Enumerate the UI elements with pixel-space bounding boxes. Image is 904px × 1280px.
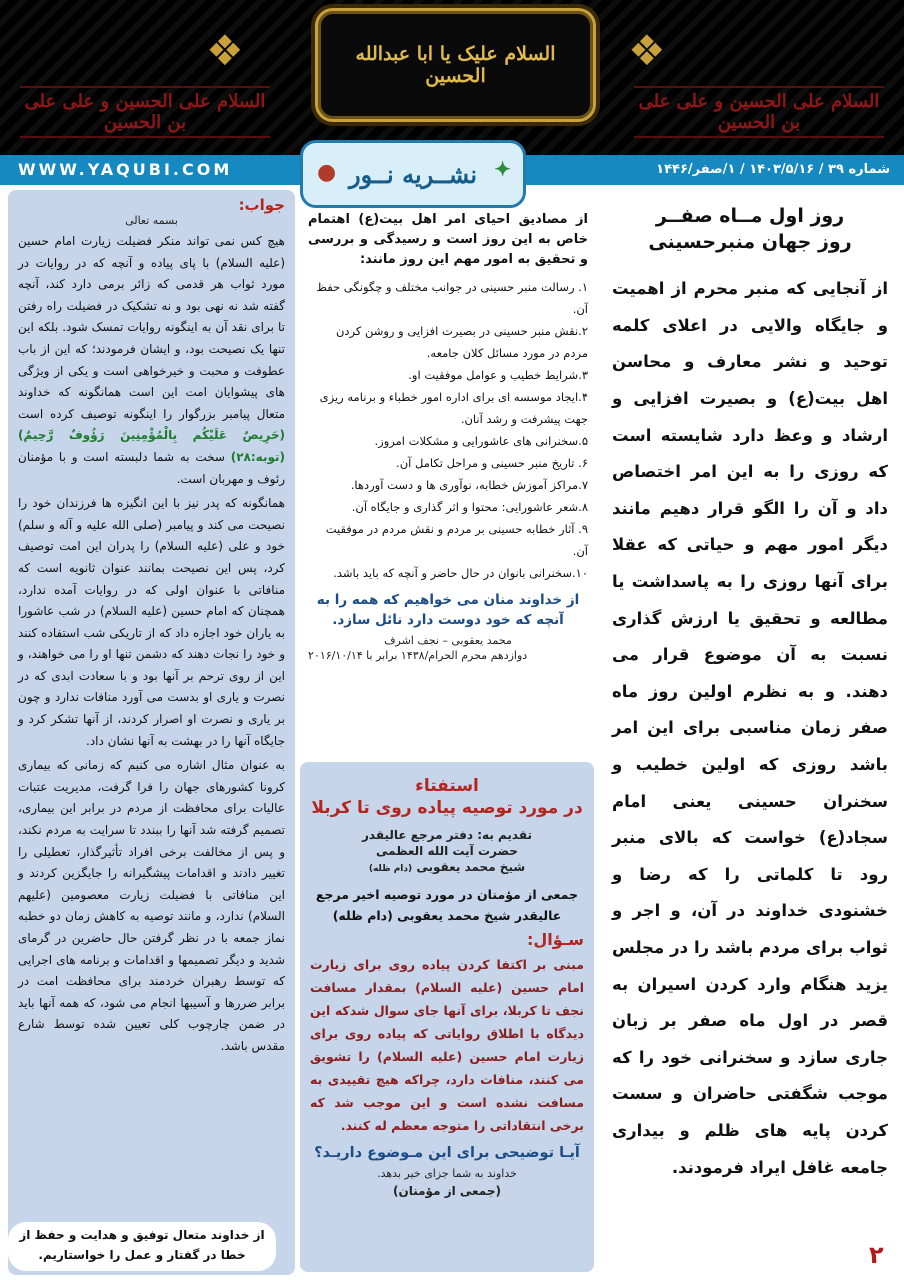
middle-date: دوازدهم محرم الحرام/۱۴۳۸ برابر با ۲۰۱۶/۱۰/۱۴ xyxy=(308,649,528,662)
right-body-text: از آنجایی که منبر محرم از اهمیت و جایگاه والایی در اعلای کلمه توحید و نشر معارف و محاسن اهل بیت(ع) و بصیرت افزایی و ارشاد و وعظ دارد شایسته است که روزی را به این امر اختصاص داد و آن را الگو قرار دهیم مانند دیگر امور مهم و حیاتی که عقلا برای آنها روزی را به پاسداشت یا مطالعه و تحقیق یا ارزش گذاری نسبت به آن موضوع قرار می دهند. و به نظرم اولین روز ماه صفر زمان مناسبی برای این امر باشد روزی که اولین خطیب و سخنران حسینی یعنی امام سجاد(ع) خواست که بالای منبر رود تا کلماتی را که رضا و خشنودی خداوند در آن، و اجر و ثواب برای مردم باشد را در مجلس یزید هنگام وارد کردن اسیران به قصر در اول ماه صفر بر زبان جاری سازد و سخنرانی خود را که موجب شگفتی حاضران و سست کردن پایه های ظلم و بیداری جامعه غافل ایراد فرمودند. xyxy=(612,279,888,1177)
list-item: ۴.ایجاد موسسه ای برای اداره امور خطباء و برنامه ریزی جهت پیشرفت و رشد آنان. xyxy=(319,390,588,426)
header-banner xyxy=(0,0,904,155)
right-ornament-icon: ❖ xyxy=(628,26,666,75)
answer-column xyxy=(8,190,295,1275)
address-line xyxy=(310,860,584,874)
list-item: ۵.سخنرانی های عاشورایی و مشکلات امروز. xyxy=(374,434,588,448)
center-calligraphy-plaque xyxy=(315,8,596,122)
bird-icon: ✦ xyxy=(494,157,511,181)
topics-list xyxy=(308,276,588,584)
closing-text: خداوند به شما جزای خیر بدهد. xyxy=(377,1167,517,1180)
answer-label: جواب: xyxy=(238,196,285,214)
quran-verse: (حَرِیصٌ عَلَیْکُم بِالْمُؤْمِنِینَ رَؤُوفٌ رَّحِیمٌ) (توبه:۲۸) xyxy=(18,428,285,464)
site-url[interactable]: WWW.YAQUBI.COM xyxy=(18,160,233,179)
petitioners-signature: (جمعی از مؤمنان) xyxy=(393,1184,501,1198)
middle-intro: از مصادیق احیای امر اهل بیت(ع) اهتمام خاص به این روز است و رسیدگی و بررسی و تحقیق به امور مهم این روز مانند: xyxy=(308,212,588,267)
list-item: ۳.شرایط خطیب و عوامل موفقیت او. xyxy=(408,368,588,382)
address-honorific: (دام ظله) xyxy=(368,864,413,874)
issue-info: شماره ۳۹ / ۱۴۰۳/۵/۱۶ / ۱/صفر/۱۴۴۶ xyxy=(656,162,890,177)
answer-paragraph xyxy=(18,231,285,490)
list-item: ۹. آثار خطابه حسینی بر مردم و نقش مردم در موفقیت آن. xyxy=(325,522,588,558)
right-title-line2: روز جهان منبرحسینی xyxy=(648,230,852,253)
right-side-calligraphy: السلام علی الحسین و علی علی بن الحسین xyxy=(634,86,884,138)
answer-paragraph: همانگونه که پدر نیز با این انگیزه ها فرزندان خود را نصیحت می کند و پیامبر (صلی الله علیه و آله و سلم) خود و علی (علیه السلام) را پدران این امت توصیف کرد، پس این نصیحت بمانند عنوان ثانویه است که منافاتی با عنوان اولی که در روایات آمده ندارد، همچنان که امام حسین (علیه السلام) در شب عاشورا به یاران خود اجازه داد که از تاریکی شب استفاده کنند و خود را نجات دهند که دشمن تنها او را می خواهند، و این از روی ترحم بر آنها بود و با سعادت ابدی که در نصرت و یاری او بدست می آورد منافات ندارد و چون بر یاری و نصرت او اصرار کردند، از آنها تشکر کرد و جایگاه آنها را در بهشت به آنها نشان داد. xyxy=(18,496,285,748)
left-ornament-icon: ❖ xyxy=(206,26,244,75)
page-number: ۲ xyxy=(869,1241,884,1269)
address-line: حضرت آیت الله العظمی xyxy=(376,844,518,858)
istifta-panel xyxy=(300,762,594,1272)
middle-prayer: از خداوند منان می خواهیم که همه را به آنچه که خود دوست دارد نائل سازد. xyxy=(316,592,580,628)
question-text: مبنی بر اکتفا کردن پیاده روی برای زیارت امام حسین (علیه السلام) بمقدار مسافت نجف تا کربلا، برای آنها جای سوال شدکه این دیدگاه با اطلاق روایاتی که پیاده روی برای زیارت امام حسین (علیه السلام) را تشویق می کنند، منافات دارد، چراکه هیچ تقییدی به مسافت نشده است و این موجب شد که برخی انتقاداتی را متوجه معظم له کنند. xyxy=(310,957,584,1133)
middle-top-column xyxy=(302,210,594,755)
center-calligraphy: السلام علیک یا ابا عبدالله الحسین xyxy=(355,43,556,87)
right-column xyxy=(600,190,900,1275)
answer-footer: از خداوند متعال توفیق و هدایت و حفظ از خطا در گفتار و عمل را خواستاریم. xyxy=(8,1222,276,1271)
istifta-subtitle: در مورد توصیه پیاده روی تا کربلا xyxy=(311,798,583,818)
address-name: شیخ محمد یعقوبی xyxy=(416,860,526,874)
publication-name: نشــریه نــور xyxy=(348,159,478,189)
list-item: ۲.نقش منبر حسینی در بصیرت افزایی و روشن کردن مردم در مورد مسائل کلان جامعه. xyxy=(335,324,588,360)
list-item: ۶. تاریخ منبر حسینی و مراحل تکامل آن. xyxy=(396,456,588,470)
right-title-line1: روز اول مــاه صفــر xyxy=(655,205,845,227)
istifta-title: استفتاء xyxy=(415,776,479,796)
address-line: تقدیم به: دفتر مرجع عالیقدر xyxy=(362,828,532,842)
list-item: ۱. رسالت منبر حسینی در جوانب مختلف و چگونگی حفظ آن. xyxy=(316,280,588,316)
list-item: ۷.مراکز آموزش خطابه، نوآوری ها و دست آوردها. xyxy=(350,478,588,492)
pomegranate-icon: ● xyxy=(317,159,337,185)
question-ask: آیـا توضیحی برای این مـوضوع داریـد؟ xyxy=(314,1145,580,1161)
list-item: ۱۰.سخنرانی بانوان در حال حاضر و آنچه که باید باشد. xyxy=(333,566,588,580)
answer-text: سخت به شما دلبسته است و با مؤمنان رئوف و مهربان است. xyxy=(18,449,285,486)
istifta-greeting: جمعی از مؤمنان در مورد توصیه اخیر مرجع عالیقدر شیخ محمد یعقوبی (دام ظله) xyxy=(315,887,579,923)
right-title xyxy=(612,204,888,255)
basmala: بسمه تعالی xyxy=(125,214,178,227)
answer-text: هیچ کس نمی تواند منکر فضیلت زیارت امام حسین (علیه السلام) با پای پیاده و آنچه که در روایات در مورد ثواب هر قدمی که زائر برمی دارد کند، آنچه گفته شد نه نهی بود و نه تشکیک در فضیلت راه رفتن تا برای نقد آن به اینگونه روایات تمسک شود. بلکه این تنها یک نصیحت بود، و ایشان فرمودند؛ که این از باب عطوفت و محبت و خیرخواهی است و یکی از ویژگی های پیشوایان امت این است همانگونه که خداوند متعال پیامبر بزرگوار را اینگونه توصیف کرده است xyxy=(18,234,285,421)
left-side-calligraphy: السلام علی الحسین و علی علی بن الحسین xyxy=(20,86,270,138)
middle-signature: محمد یعقوبی – نجف اشرف xyxy=(384,634,512,647)
publication-badge xyxy=(300,140,526,208)
list-item: ۸.شعر عاشورایی: محتوا و اثر گذاری و جایگاه آن. xyxy=(351,500,588,514)
answer-paragraph: به عنوان مثال اشاره می کنیم که زمانی که بیماری کرونا کشورهای جهان را فرا گرفت، مدیریت عتبات عالیات برای محافظت از مردم در برابر این بیماری، تصمیم گرفته شد آنها را ببندد تا سرایت به مردم نکند، و پس از مخالفت برخی افراد تأثیرگذار، تعطیلی را تغییر دادند و اقدامات پیشگیرانه را جایگزین کردند و این منافاتی با فضیلت زیارت معصومین (علیهم السلام) ندارد، و مانند توصیه به کاهش زمان دو خطبه نماز جمعه با در نظر گرفتن حال حاضرین در گرمای شدید و دیگر تصمیمها و اقدامات و برنامه های اجرایی که توسط رهبران خردمند برای محافظت امت در برابر ضررها و آسیبها انجام می شود، که همه آنها باید در ضمن چارچوب کلی تعیین شده توسط شارع مقدس باشد. xyxy=(18,758,285,1053)
question-label: سـؤال: xyxy=(527,930,584,949)
